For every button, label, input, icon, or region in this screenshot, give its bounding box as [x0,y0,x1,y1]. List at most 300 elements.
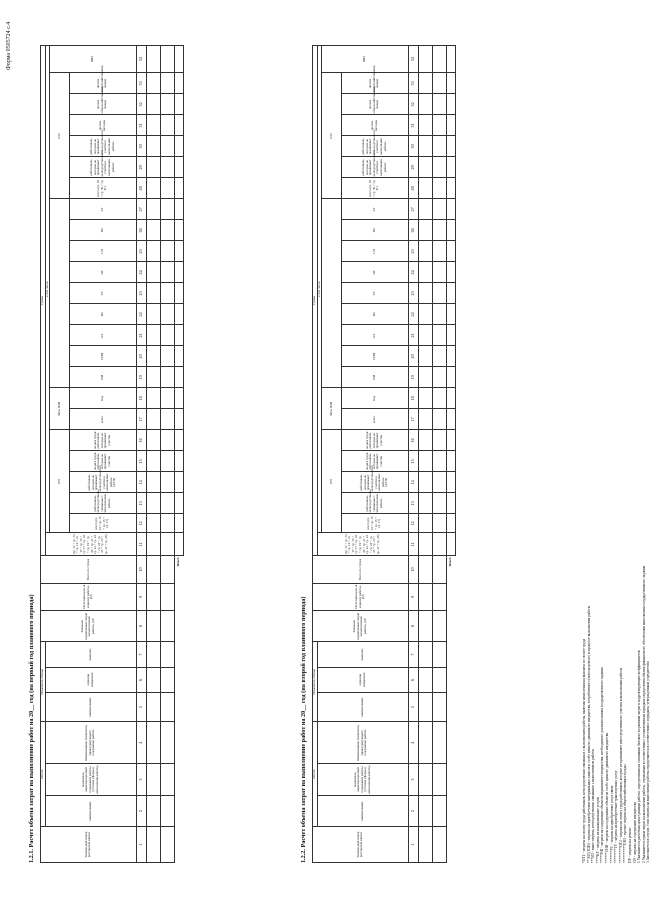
data-cell [146,178,160,199]
column-number: 22 [136,304,146,325]
totals-cell [174,241,184,262]
header-cell: Расчетная цена за единицу работы, руб [313,583,409,610]
header-cell: Показатель объема [41,642,46,722]
header-cell: прочие расходы [341,115,408,136]
header-cell: СН [69,241,136,262]
header-cell: СН [341,241,408,262]
header-cell: работников, которые не принимают непосредственного участия в выполнении работы [341,157,408,178]
header-cell: работников, которые не принимают непосредственного участия в выполнении работы [69,136,136,157]
column-number: 21 [136,325,146,346]
column-number: 14 [136,472,146,493]
column-number: 17 [408,409,418,430]
column-number: 17 [136,409,146,430]
data-cell [418,533,432,556]
data-cell [160,795,174,827]
header-cell: оплата труда работников, которые не принимают участия [69,451,136,472]
cost-table-1 [40,45,184,863]
data-cell [418,722,432,764]
data-cell [146,610,160,642]
header-cell: ТУ [341,283,408,304]
header-cell: единица измерения [45,667,136,692]
column-number: 29 [136,157,146,178]
header-cell: ОТ1 [322,430,341,533]
data-cell [160,178,174,199]
header-cell: единица измерения [317,667,408,692]
header-cell: Сумма [41,46,46,556]
data-cell [146,556,160,583]
data-cell [432,46,446,73]
column-number: 15 [136,451,146,472]
data-cell [418,514,432,533]
header-cell: наименование [45,692,136,721]
header-cell: ТУ [69,199,136,220]
header-cell: Уникальный номер реестровой записи [313,827,409,863]
totals-cell [446,262,456,283]
section-2 [300,45,570,863]
data-cell [146,367,160,388]
column-number: 25 [408,241,418,262]
header-cell: Значение нормативных затрат на выполнение работы, руб [313,610,409,642]
column-number: 14 [408,472,418,493]
column-number: 28 [136,178,146,199]
table-row [432,46,446,863]
data-cell [418,178,432,199]
data-cell [146,136,160,157]
header-cell: Наименование показателя, характеризующего содержание работы [45,722,136,764]
data-cell [432,115,446,136]
data-cell [160,556,174,583]
header-cell [322,199,341,388]
totals-cell [446,157,456,178]
data-cell [160,241,174,262]
footnote-line: ПР - затраты на ремонт [627,827,632,863]
header-cell: значение [317,642,408,667]
footnote-line: ***ИЗ - иные затраты, непосредственно связанные с выполнением работы [591,748,596,863]
data-cell [432,409,446,430]
column-number: 20 [408,346,418,367]
data-cell [146,722,160,764]
header-cell: КУ [69,325,136,346]
data-cell [418,136,432,157]
data-cell [432,514,446,533]
column-number: 7 [408,642,418,667]
data-cell [160,692,174,721]
section-title: 1.2.2. Расчет объема затрат на выполнение работ на 20__ год (на второй год планового периода) [300,596,307,863]
data-cell [160,262,174,283]
column-number: 19 [408,367,418,388]
column-number: 6 [136,667,146,692]
header-cell: в том числе [45,46,50,533]
totals-cell [446,220,456,241]
data-cell [432,827,446,863]
data-cell [160,583,174,610]
totals-row [174,46,184,863]
data-cell [160,73,174,94]
data-cell [146,73,160,94]
data-cell [418,346,432,367]
data-cell [146,157,160,178]
data-cell [146,388,160,409]
header-cell: ИЗ [69,220,136,241]
data-cell [160,451,174,472]
column-number: 9 [408,583,418,610]
cost-table-2 [312,45,456,863]
totals-cell [174,325,184,346]
footnote-line: ********ТУ - затраты на приобретение транспортных услуг [614,770,619,863]
totals-cell [174,430,184,451]
data-cell [146,827,160,863]
data-cell [160,514,174,533]
header-cell: оплата труда работников, которые не принимают участия [69,430,136,451]
totals-cell [446,73,456,94]
data-cell [418,46,432,73]
totals-cell [446,241,456,262]
column-number: 28 [408,178,418,199]
totals-cell [446,533,456,556]
totals-cell [446,94,456,115]
header-cell: Работа [41,722,46,827]
header-cell: Всего по строке [41,556,137,583]
header-cell: ОТ2 [322,73,341,199]
data-cell [146,46,160,73]
column-number: 4 [408,722,418,764]
column-number: 2 [408,795,418,827]
data-cell [432,583,446,610]
totals-cell [446,178,456,199]
totals-cell [446,304,456,325]
header-cell: (гр. 12 + гр. 13 + гр. 14 + гр. 15 + гр. 16 + гр. 17 + гр. 18 + гр. 19 + гр. 20 + гр. 21 + гр. 22 + гр. 23 + гр. 24 + гр. 25 + гр. 26 + гр. 27 + гр. 28) [317,533,408,556]
data-cell [418,94,432,115]
header-cell: ОТ1 [50,430,69,533]
column-number: 32 [136,94,146,115]
data-cell [160,46,174,73]
header-cell: НИ [341,367,408,388]
data-cell [418,262,432,283]
header-cell: Сумма [313,46,318,556]
data-cell [432,667,446,692]
data-cell [418,430,432,451]
totals-cell [174,73,184,94]
totals-cell [446,325,456,346]
column-number: 18 [408,388,418,409]
column-number: 10 [408,556,418,583]
header-cell: Код [69,388,136,409]
data-cell [160,764,174,796]
data-cell [418,610,432,642]
data-cell [432,283,446,304]
column-number: 16 [136,430,146,451]
header-cell: значение [45,642,136,667]
column-number: 8 [408,610,418,642]
header-cell: ИЗ [341,304,408,325]
totals-cell [446,472,456,493]
data-cell [432,73,446,94]
table-row [160,46,174,863]
header-cell: ПНЗ [50,46,136,73]
data-cell [432,472,446,493]
data-cell [146,583,160,610]
header-cell: наименование [317,692,408,721]
totals-cell [446,346,456,367]
header-cell: МЗ и ПЗИ [322,388,341,430]
data-cell [418,388,432,409]
header-cell: прочие общехозяйственные нужды [341,73,408,94]
header-cell: НИ [69,367,136,388]
section-title: 1.2.1. Расчет объема затрат на выполнение работ на 20__ год (на первый год планового периода) [28,594,35,863]
header-cell: работников, которые не принимают непосредственного участия в выполнении работы [341,136,408,157]
header-cell: в том числе [317,46,322,533]
totals-cell [174,178,184,199]
data-cell [418,199,432,220]
data-cell [432,136,446,157]
data-cell [418,692,432,721]
data-cell [432,367,446,388]
footnote-line: ******СНИ - затраты на содержание объектов особо ценного движимого имущества [604,733,609,863]
data-cell [418,667,432,692]
data-cell [418,241,432,262]
data-cell [432,199,446,220]
data-cell [418,764,432,796]
table-row [418,46,432,863]
column-number: 11 [408,533,418,556]
column-number: 26 [136,220,146,241]
header-cell: Значение нормативных затрат на выполнение работы, руб [41,610,137,642]
data-cell [418,409,432,430]
column-number: 23 [136,283,146,304]
header-cell: показатель, характеризующий содержание работы (условия (формы) выполнения работы) [45,764,136,796]
data-cell [146,514,160,533]
column-number: 29 [408,157,418,178]
data-cell [432,388,446,409]
data-cell [146,346,160,367]
header-cell: работников, непосредственно связанных с выполнением работы [69,493,136,514]
data-cell [432,556,446,583]
column-number: 7 [136,642,146,667]
column-number: 27 [136,199,146,220]
data-cell [160,667,174,692]
column-number: 23 [408,283,418,304]
totals-cell [174,304,184,325]
data-cell [160,115,174,136]
column-number: 9 [136,583,146,610]
totals-cell [174,514,184,533]
data-cell [146,795,160,827]
column-number: 20 [136,346,146,367]
data-cell [146,304,160,325]
header-cell: СНИ [69,346,136,367]
data-cell [146,472,160,493]
data-cell [160,409,174,430]
column-number: 12 [408,514,418,533]
totals-cell [174,451,184,472]
header-cell: Уникальный номер реестровой записи [41,827,137,863]
data-cell [146,94,160,115]
totals-cell [174,367,184,388]
data-cell [146,115,160,136]
table-row [146,46,160,863]
column-number: 33 [408,73,418,94]
totals-cell [174,157,184,178]
totals-cell [446,493,456,514]
header-cell: всего (гр. 14 + гр. 15 + гр. 16 + гр. 17) [69,514,136,533]
data-cell [160,94,174,115]
footnote-line: *ОТ1 - затраты на оплату труда работников, непосредственно связанных с выполнением работы, включая начисления на выплаты по оплате труда [582,638,586,863]
section-1 [28,45,298,863]
totals-cell [446,451,456,472]
column-number: 32 [408,94,418,115]
data-cell [432,692,446,721]
data-cell [432,346,446,367]
data-cell [146,262,160,283]
column-number: 5 [408,692,418,721]
header-cell: МЗ и ПЗИ [50,388,69,430]
header-cell: прочие общехозяйственные нужды [69,94,136,115]
column-number: 12 [136,514,146,533]
column-number: 30 [136,136,146,157]
data-cell [432,764,446,796]
totals-cell [446,115,456,136]
totals-cell [174,46,184,73]
header-cell: показатель, характеризующий содержание работы (условия (формы) выполнения работы) [317,764,408,796]
data-cell [146,642,160,667]
data-cell [146,493,160,514]
data-cell [418,157,432,178]
header-cell: ПНЗ [322,46,408,73]
header-cell: всего [341,409,408,430]
column-number: 4 [136,722,146,764]
header-cell: всего (гр. 14 + гр. 15 + гр. 16 + гр. 17) [341,514,408,533]
header-cell: прочие общехозяйственные нужды [69,73,136,94]
data-cell [146,667,160,692]
data-cell [432,157,446,178]
header-cell: Работа [313,722,318,827]
header-cell: оплата труда работников, которые не принимают участия [341,430,408,451]
column-number: 2 [136,795,146,827]
data-cell [432,493,446,514]
totals-label: Итого [448,557,453,567]
header-cell: ТУ [69,283,136,304]
data-cell [160,304,174,325]
totals-cell [174,136,184,157]
header-cell: всего (гр. 29 + гр. 30 + гр. 31) [69,178,136,199]
data-cell [160,430,174,451]
data-cell [160,325,174,346]
header-cell [50,199,69,388]
column-number: 31 [408,115,418,136]
data-cell [432,430,446,451]
data-cell [432,304,446,325]
data-cell [418,73,432,94]
header-cell: ОТ2 [50,73,69,199]
data-cell [160,533,174,556]
footnote-line: 1 Указывается расчетная цена единицы работы, определенная на основании базового норматива затрат и корректирующих коэффициентов [637,650,642,863]
data-cell [418,220,432,241]
column-number: 18 [136,388,146,409]
column-number: 8 [136,610,146,642]
totals-cell [446,409,456,430]
data-cell [418,367,432,388]
data-cell [160,199,174,220]
data-cell [432,722,446,764]
data-cell [160,157,174,178]
header-cell: всего [69,409,136,430]
data-cell [432,533,446,556]
column-number: 30 [408,136,418,157]
data-cell [160,493,174,514]
footnote-line: *********ОТ2 - затраты на оплату труда работников, которые не принимают непосредственного участия в выполнении работы [618,667,623,863]
column-number: 16 [408,430,418,451]
header-cell: ИЗ [341,220,408,241]
column-number: 3 [136,764,146,796]
column-number: 13 [408,493,418,514]
header-cell: работников, непосредственно связанных с выполнением работы [341,493,408,514]
column-number: 6 [408,667,418,692]
column-number: 33 [136,73,146,94]
totals-cell [446,514,456,533]
header-cell: работников, которые не принимают непосредственного участия в выполнении работы (АУП) [341,472,408,493]
header-cell: наименование [45,795,136,827]
data-cell [160,388,174,409]
header-cell: СНИ [341,346,408,367]
column-number: 11 [136,533,146,556]
header-cell: ТУ [341,199,408,220]
data-cell [418,642,432,667]
totals-cell [446,199,456,220]
totals-cell [174,283,184,304]
data-cell [160,722,174,764]
data-cell [146,409,160,430]
totals-cell [174,533,184,556]
header-cell: ПР [69,262,136,283]
header-cell: наименование [317,795,408,827]
totals-cell [446,136,456,157]
data-cell [160,610,174,642]
header-cell: ИЗ [69,304,136,325]
totals-cell [174,199,184,220]
data-cell [146,241,160,262]
column-number: 34 [408,46,418,73]
column-number: 24 [408,262,418,283]
footnote-line: *******УС - затраты на приобретение услуг связи [609,785,614,863]
footnote-line: **********ПНЗ - прочие затраты на общехозяйственные нужды [623,764,628,863]
data-cell [146,764,160,796]
footnote-line: СН - затраты на содержание имущества [632,802,637,863]
data-cell [432,220,446,241]
totals-cell [174,262,184,283]
totals-cell [446,46,456,73]
data-cell [146,451,160,472]
header-cell: всего (гр. 29 + гр. 30 + гр. 31) [341,178,408,199]
column-number: 3 [408,764,418,796]
header-cell: Показатель объема [313,642,318,722]
column-number: 24 [136,262,146,283]
data-cell [432,795,446,827]
column-number: 26 [408,220,418,241]
column-number: 22 [408,304,418,325]
data-cell [418,583,432,610]
totals-row [446,46,456,863]
footnote-line: ****КУ - затраты на коммунальные услуги [595,796,600,863]
totals-cell [174,472,184,493]
footnotes [582,53,651,863]
column-number: 19 [136,367,146,388]
data-cell [432,451,446,472]
totals-cell [174,94,184,115]
data-cell [432,325,446,346]
data-cell [418,325,432,346]
column-number: 34 [136,46,146,73]
column-number: 27 [408,199,418,220]
